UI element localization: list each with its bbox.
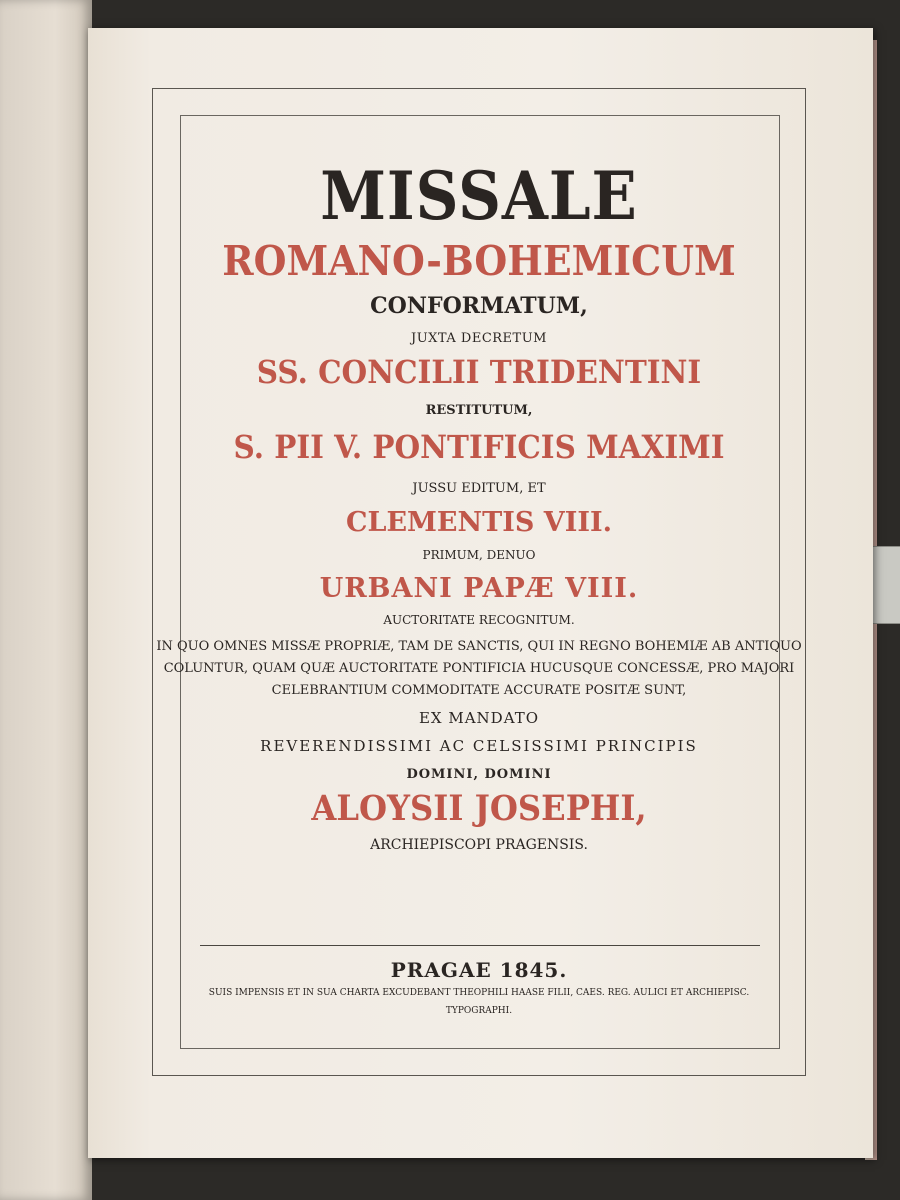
reverendissimi-line: REVERENDISSIMI AC CELSISSIMI PRINCIPIS [260, 737, 698, 755]
description-line-1: IN QUO OMNES MISSÆ PROPRIÆ, TAM DE SANCTIS, QUI IN REGNO BOHEMIÆ AB ANTIQUO [156, 639, 802, 654]
imprint-typographi: TYPOGRAPHI. [445, 1006, 513, 1016]
concilii-line: SS. CONCILII TRIDENTINI [256, 353, 702, 391]
auctoritate-line: AUCTORITATE RECOGNITUM. [383, 613, 575, 627]
imprint-printer: SUIS IMPENSIS ET IN SUA CHARTA EXCUDEBANT THEOPHILI HAASE FILII, CAES. REG. AULICI ET ARCHIEPISC. [208, 988, 750, 998]
facing-blank-page [0, 0, 92, 1200]
imprint-divider-rule [200, 945, 760, 946]
conformatum-line: CONFORMATUM, [370, 293, 588, 319]
restitutum-line: RESTITUTUM, [425, 403, 533, 418]
subtitle-romano-bohemicum: ROMANO-BOHEMICUM [222, 237, 736, 285]
clementis-line: CLEMENTIS VIII. [345, 507, 613, 538]
archiepiscopi-line: ARCHIEPISCOPI PRAGENSIS. [370, 837, 588, 853]
main-title: MISSALE [320, 157, 638, 235]
ex-mandato-line: EX MANDATO [418, 709, 540, 727]
juxta-line: JUXTA DECRETUM [411, 331, 547, 346]
jussu-line: JUSSU EDITUM, ET [412, 481, 546, 496]
description-line-2: COLUNTUR, QUAM QUÆ AUCTORITATE PONTIFICIA HUCUSQUE CONCESSÆ, PRO MAJORI [163, 661, 795, 676]
pius-line: S. PII V. PONTIFICIS MAXIMI [233, 428, 725, 466]
urbani-line: URBANI PAPÆ VIII. [319, 573, 639, 604]
primum-line: PRIMUM, DENUO [422, 548, 536, 562]
aloysii-line: ALOYSII JOSEPHI, [311, 788, 647, 829]
description-line-3: CELEBRANTIUM COMMODITATE ACCURATE POSITÆ SUNT, [271, 683, 687, 698]
domini-line: DOMINI, DOMINI [406, 767, 552, 782]
imprint-place-year: PRAGAE 1845. [390, 958, 568, 982]
